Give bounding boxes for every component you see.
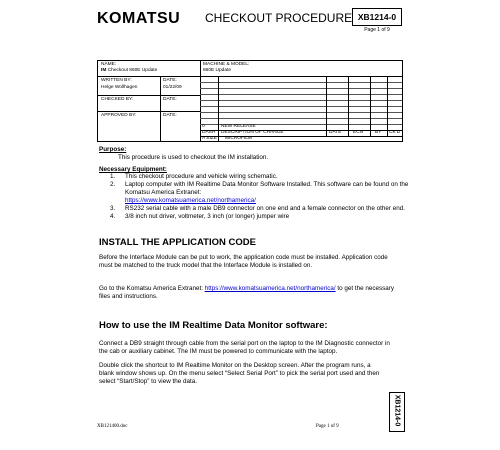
column-ecn: ECN xyxy=(353,130,364,135)
document-id-box: XB1214-0 xyxy=(352,8,402,26)
table-divider xyxy=(200,112,402,113)
written-by-label: WRITTEN BY: xyxy=(101,78,132,83)
howto-heading: How to use the IM Realtime Data Monitor software: xyxy=(99,320,328,331)
install-paragraph-2-pre: Go to the Komatsu America Extranet: xyxy=(99,285,203,292)
table-divider xyxy=(98,111,200,112)
table-divider xyxy=(370,76,371,136)
table-divider xyxy=(200,118,402,119)
column-by: BY xyxy=(375,130,382,135)
side-document-id-text: XB1214-0 xyxy=(393,394,401,427)
extranet-link[interactable]: https://www.komatsuamerica.net/northamerica/ xyxy=(125,197,256,204)
column-ckd: CK'D xyxy=(389,130,401,135)
table-divider xyxy=(98,76,402,77)
table-divider xyxy=(200,106,402,107)
install-paragraph-2 xyxy=(99,285,399,301)
revision-text: NEW RELEASE xyxy=(221,124,256,129)
list-item xyxy=(110,181,410,205)
table-divider xyxy=(160,76,161,142)
item-number: 1. xyxy=(110,173,116,180)
table-divider xyxy=(200,94,402,95)
revision-number: 0 xyxy=(202,124,205,129)
column-description: DESCRIPTION OF CHANGE xyxy=(221,130,284,135)
install-paragraph-2-post: to get the necessary files and instructions. xyxy=(99,285,395,300)
info-table xyxy=(97,60,403,142)
written-date-label: DATE: xyxy=(163,78,177,83)
table-divider xyxy=(326,76,327,136)
table-divider xyxy=(98,95,200,96)
item-number: 2. xyxy=(110,181,116,188)
checked-by-label: CHECKED BY: xyxy=(101,97,134,102)
machine-value: 860E Update xyxy=(203,68,232,73)
item-text: This checkout procedure and vehicle wiring schematic. xyxy=(125,173,278,180)
item-text: RS232 serial cable with a male DB9 connector on one end and a female connector on the other end. xyxy=(125,205,406,212)
install-heading: INSTALL THE APPLICATION CODE xyxy=(99,237,256,248)
list-item xyxy=(110,213,410,221)
install-paragraph-1: Before the Interface Module can be put to work, the application code must be installed. Application code must be matched to the truck model that the Interface Module is installed on. xyxy=(99,254,388,269)
footer-filename: XB121400.doc xyxy=(97,424,128,429)
name-label: NAME: xyxy=(101,62,117,67)
page-number-top: Page 1 of 9 xyxy=(364,27,390,33)
extranet-link[interactable]: https://www.komatsuamerica.net/northamerica/ xyxy=(204,285,336,292)
item-number: 4. xyxy=(110,213,116,220)
brand-logo: KOMATSU xyxy=(97,10,181,27)
document-title: CHECKOUT PROCEDURE xyxy=(205,11,353,25)
table-divider xyxy=(200,100,402,101)
list-item xyxy=(110,173,410,181)
table-divider xyxy=(200,82,402,83)
microfilm-label: MICROFILM xyxy=(225,136,252,141)
purpose-heading: Purpose: xyxy=(99,146,127,153)
item-text: Laptop computer with IM Realtime Data Monitor Software Installed. This software can be found on the Komatsu America Extranet: xyxy=(125,181,409,196)
checked-date-label: DATE: xyxy=(163,97,177,102)
item-text: 3/8 inch nut driver, voltmeter, 3 inch (or longer) jumper wire xyxy=(125,213,290,220)
approved-by-label: APPROVED BY: xyxy=(101,113,137,118)
equipment-list xyxy=(110,173,410,221)
name-prefix: IM xyxy=(101,68,107,73)
howto-paragraph-1: Connect a DB9 straight through cable from the serial port on the laptop to the IM Diagnostic connector in the cab or auxiliary cabinet. The IM must be powered to communicate with the laptop. xyxy=(99,340,390,355)
purpose-text: This procedure is used to checkout the IM installation. xyxy=(118,154,269,161)
list-item xyxy=(110,205,410,213)
machine-label: MACHINE & MODEL: xyxy=(203,62,250,67)
approved-date-label: DATE: xyxy=(163,113,177,118)
equipment-heading: Necessary Equipment: xyxy=(99,166,167,173)
table-divider xyxy=(348,76,349,136)
column-dash: DASH xyxy=(202,130,216,135)
written-date-value: 01/22/09 xyxy=(163,85,182,90)
item-number: 3. xyxy=(110,205,116,212)
name-text: Checkout 860E Update xyxy=(107,68,158,73)
size-label: A SIZE xyxy=(202,136,217,141)
side-document-id xyxy=(389,392,405,432)
written-by-value: Helge Wollhagen xyxy=(101,85,138,90)
howto-paragraph-2: Double click the shortcut to IM Realtime Monitor on the Desktop screen. After the program runs, a blank window shows up. On the menu select “Select Serial Port” to pick the serial port used and then select “Start/Stop” to view the data. xyxy=(99,362,380,385)
column-date: DATE xyxy=(329,130,342,135)
table-divider xyxy=(200,88,402,89)
table-divider xyxy=(218,76,219,142)
name-value xyxy=(101,68,199,74)
footer-page-number: Page 1 of 9 xyxy=(316,424,339,429)
table-divider xyxy=(387,76,388,136)
